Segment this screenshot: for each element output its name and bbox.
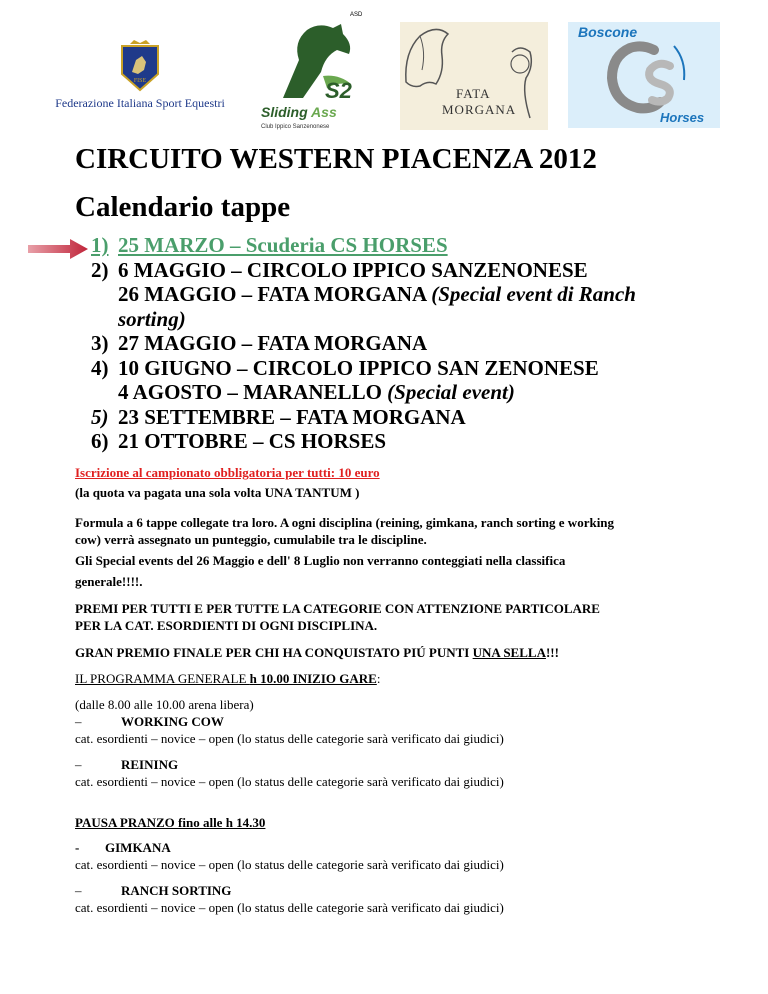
event-working-cow-categories: cat. esordienti – novice – open (lo status delle categorie sarà verificato dai giudici) — [75, 731, 504, 746]
arena-note: (dalle 8.00 alle 10.00 arena libera) — [75, 697, 254, 712]
formula-line-2: cow) verrà assegnato un punteggio, cumulabile tra le discipline. — [75, 532, 427, 547]
svg-text:FISE: FISE — [133, 78, 147, 84]
calendar-item-2: 2) 6 MAGGIO – CIRCOLO IPPICO SANZENONESE — [91, 257, 588, 282]
premi-line-2: PER LA CAT. ESORDIENTI DI OGNI DISCIPLINA. — [75, 618, 378, 633]
calendar-item-special-ranch-cont: sorting) — [118, 306, 186, 331]
programma-heading: IL PROGRAMMA GENERALE h 10.00 INIZIO GARE: — [75, 671, 381, 686]
event-reining-categories: cat. esordienti – novice – open (lo status delle categorie sarà verificato dai giudici) — [75, 774, 504, 789]
boscone-bottom-text: Horses — [660, 110, 705, 125]
sliding-top-text: ASD — [350, 12, 363, 18]
quota-note: (la quota va pagata una sola volta UNA TANTUM ) — [75, 485, 360, 500]
sliding-subtitle: Club Ippico Sanzenonese — [261, 124, 330, 130]
calendar-item-6: 6) 21 OTTOBRE – CS HORSES — [91, 429, 387, 453]
calendar-item-special-ranch: 26 MAGGIO – FATA MORGANA (Special event di Ranch — [118, 282, 636, 306]
calendar-list — [91, 233, 636, 454]
boscone-cs-horses-logo — [568, 22, 720, 128]
event-working-cow: – WORKING COW — [75, 714, 224, 729]
boscone-top-text: Boscone — [578, 24, 638, 40]
formula-line-1: Formula a 6 tappe collegate tra loro. A ogni disciplina (reining, gimkana, ranch sorting e working — [75, 515, 615, 530]
svg-text:S2: S2 — [325, 78, 352, 103]
gran-premio: GRAN PREMIO FINALE PER CHI HA CONQUISTATO PIÚ PUNTI UNA SELLA!!! — [75, 645, 559, 660]
arrow-right-icon — [28, 238, 90, 260]
sliding-ass-logo — [255, 12, 375, 132]
fata-line2: MORGANA — [442, 102, 517, 117]
special-events-line-2: generale!!!!. — [75, 574, 143, 589]
pausa-pranzo: PAUSA PRANZO fino alle h 14.30 — [75, 815, 266, 830]
calendar-item-4: 4) 10 GIUGNO – CIRCOLO IPPICO SAN ZENONESE — [91, 355, 599, 380]
horse-head-icon — [263, 20, 363, 104]
page-title: CIRCUITO WESTERN PIACENZA 2012 — [75, 143, 597, 175]
event-ranch-sorting: – RANCH SORTING — [75, 883, 232, 898]
event-gimkana: - GIMKANA — [75, 840, 171, 855]
page-subtitle: Calendario tappe — [75, 191, 291, 223]
event-ranch-sorting-categories: cat. esordienti – novice – open (lo status delle categorie sarà verificato dai giudici) — [75, 900, 504, 915]
fise-logo — [50, 40, 230, 120]
fise-caption: Federazione Italiana Sport Equestri — [55, 96, 225, 110]
calendar-item-5: 5) 23 SETTEMBRE – FATA MORGANA — [91, 404, 466, 429]
sliding-name: Sliding Ass — [261, 104, 337, 120]
calendar-item-special-maranello: 4 AGOSTO – MARANELLO (Special event) — [118, 380, 515, 404]
fata-morgana-logo — [400, 22, 548, 130]
event-gimkana-categories: cat. esordienti – novice – open (lo status delle categorie sarà verificato dai giudici) — [75, 857, 504, 872]
iscrizione-notice: Iscrizione al campionato obbligatoria per tutti: 10 euro — [75, 465, 380, 480]
special-events-line-1: Gli Special events del 26 Maggio e dell' 8 Luglio non verranno conteggiati nella classifica — [75, 553, 566, 568]
fata-line1: FATA — [456, 86, 491, 101]
calendar-item-1: 1) 25 MARZO – Scuderia CS HORSES — [91, 233, 448, 257]
premi-line-1: PREMI PER TUTTI E PER TUTTE LA CATEGORIE CON ATTENZIONE PARTICOLARE — [75, 601, 600, 616]
event-reining: – REINING — [75, 757, 179, 772]
fise-crest-icon — [118, 40, 162, 92]
cs-monogram-icon — [598, 40, 692, 116]
calendar-item-3: 3) 27 MAGGIO – FATA MORGANA — [91, 331, 428, 355]
